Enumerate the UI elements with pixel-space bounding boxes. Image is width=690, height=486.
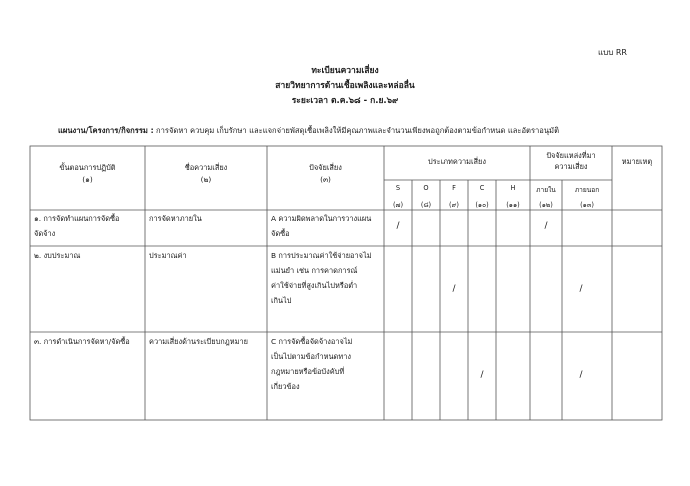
type-o-no: (๘) [420, 201, 432, 209]
table-row-1-step: ๑. การจัดทำแผนการจัดซื้อ จัดจ้าง [34, 214, 120, 238]
type-h-code: H [510, 184, 516, 192]
header-risk-type: ประเภทความเสี่ยง [428, 157, 486, 166]
source-external-no: (๑๓) [580, 201, 594, 209]
project-label: แผนงาน/โครงการ/กิจกรรม : [58, 126, 154, 135]
type-s-no: (๗) [392, 201, 404, 209]
department-title: สายวิทยาการด้านเชื้อเพลิงและหล่อลื่น [275, 81, 415, 91]
document-title: ทะเบียนความเสี่ยง [311, 66, 379, 76]
type-c-code: C [479, 184, 485, 192]
type-c-no: (๑๐) [475, 201, 489, 209]
header-risk-source: ปัจจัยแหล่งที่มา ความเสี่ยง [546, 151, 596, 171]
table-row-2-step: ๒. งบประมาณ [34, 251, 81, 260]
source-external-code: ภายนอก [574, 186, 600, 194]
table-row-3-factor: C การจัดซื้อจัดจ้างอาจไม่ เป็นไปตามข้อกำหนดทาง กฎหมายหรือข้อบังคับที่ เกี่ยวข้อง [271, 337, 353, 391]
type-f-no: (๙) [449, 201, 459, 209]
header-step: ขั้นตอนการปฏิบัติ (๑) [59, 163, 116, 184]
type-o-code: O [423, 184, 429, 192]
table-row-2-mark-external: / [579, 284, 583, 294]
table-row-2-factor: B การประมาณค่าใช้จ่ายอาจไม่ แม่นยำ เช่น การคาดการณ์ ค่าใช้จ่ายที่สูงเกินไปหรือต่ำ เกินไป [271, 251, 372, 305]
header-remark: หมายเหตุ [621, 157, 653, 166]
table-row-3-risk: ความเสี่ยงด้านระเบียบกฎหมาย [149, 337, 248, 346]
header-risk-name: ชื่อความเสี่ยง (๒) [184, 163, 228, 184]
table-row-2-risk: ประมาณค่า [149, 251, 187, 260]
header-risk-factor: ปัจจัยเสี่ยง (๓) [309, 163, 342, 184]
table-row-2-mark-f: / [452, 284, 456, 294]
project-text: การจัดหา ควบคุม เก็บรักษา และแจกจ่ายพัสดุเชื้อเพลิงให้มีคุณภาพและจำนวนเพียงพอถูกต้องตามข้อกำหนด และอัตราอนุมัติ [156, 126, 559, 135]
table-row-3-mark-c: / [480, 370, 484, 380]
source-internal-code: ภายใน [536, 186, 556, 194]
table-row-3-mark-external: / [579, 370, 583, 380]
table-row-1-mark-s: / [396, 221, 400, 231]
table-row-3-step: ๓. การดำเนินการจัดหา/จัดซื้อ [34, 337, 130, 346]
source-internal-no: (๑๒) [539, 201, 553, 209]
period-title: ระยะเวลา ต.ค.๖๘ - ก.ย.๖๙ [291, 96, 399, 106]
type-s-code: S [395, 184, 401, 192]
type-h-no: (๑๑) [506, 201, 520, 209]
table-row-1-risk: การจัดหาภายใน [149, 214, 202, 223]
table-row-1-factor: A ความผิดพลาดในการวางแผน จัดซื้อ [271, 214, 372, 238]
type-f-code: F [452, 184, 456, 192]
table-row-1-mark-internal: / [544, 221, 548, 231]
form-code: แบบ RR [598, 48, 627, 57]
